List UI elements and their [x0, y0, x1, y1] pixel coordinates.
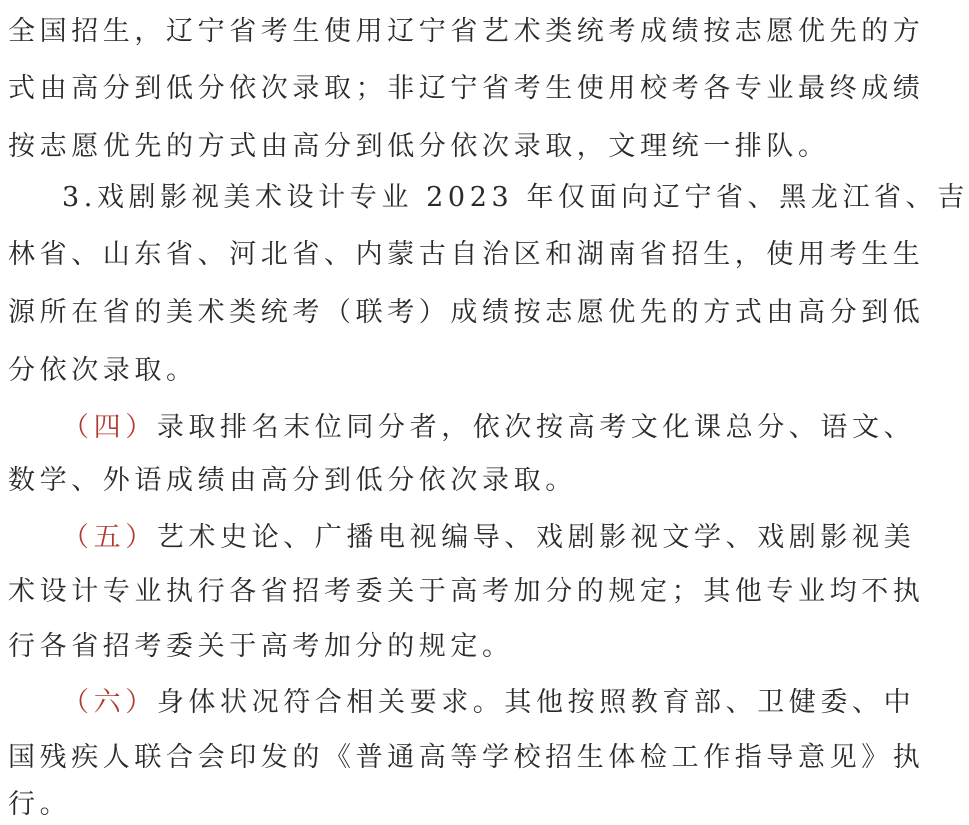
text-line: 3.戏剧影视美术设计专业 2023 年仅面向辽宁省、黑龙江省、吉	[62, 182, 969, 213]
section-text: 录取排名末位同分者，依次按高考文化课总分、语文、	[156, 412, 916, 443]
text-line: 林省、山东省、河北省、内蒙古自治区和湖南省招生，使用考生生	[8, 239, 925, 270]
text-line: 源所在省的美术类统考（联考）成绩按志愿优先的方式由高分到低	[8, 297, 925, 328]
section-marker: （四）	[62, 412, 157, 443]
section-marker: （六）	[62, 687, 157, 718]
text-line: 全国招生，辽宁省考生使用辽宁省艺术类统考成绩按志愿优先的方	[8, 16, 925, 47]
text-line: 按志愿优先的方式由高分到低分依次录取，文理统一排队。	[8, 131, 830, 162]
text-line: 式由高分到低分依次录取；非辽宁省考生使用校考各专业最终成绩	[8, 73, 925, 104]
text-line: 分依次录取。	[8, 355, 198, 386]
text-line: 行。	[8, 789, 72, 820]
text-line: 行各省招考委关于高考加分的规定。	[8, 631, 514, 662]
section-first-line	[62, 683, 915, 723]
text-line: 术设计专业执行各省招考委关于高考加分的规定；其他专业均不执	[8, 576, 925, 607]
text-line: 数学、外语成绩由高分到低分依次录取。	[8, 465, 577, 496]
section-marker: （五）	[62, 522, 157, 553]
section-text: 艺术史论、广播电视编导、戏剧影视文学、戏剧影视美	[156, 522, 916, 553]
text-line: 国残疾人联合会印发的《普通高等学校招生体检工作指导意见》执	[8, 742, 925, 773]
section-text: 身体状况符合相关要求。其他按照教育部、卫健委、中	[156, 687, 916, 718]
section-first-line	[62, 408, 915, 448]
section-first-line	[62, 518, 915, 558]
